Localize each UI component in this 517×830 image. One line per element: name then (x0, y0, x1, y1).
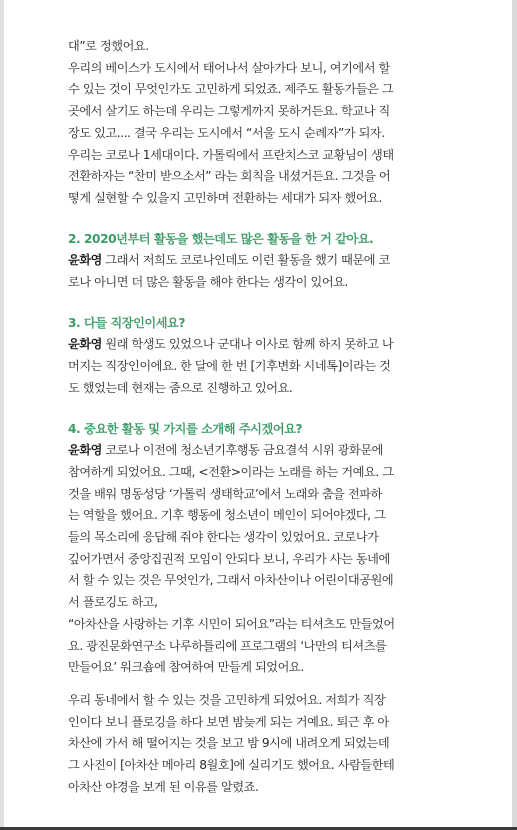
speaker-name: 윤화영 (68, 337, 102, 352)
section-spacer (68, 400, 450, 419)
page-left-edge (0, 0, 4, 830)
speaker-name: 윤화영 (68, 253, 102, 268)
document-page (68, 36, 450, 799)
speaker-name: 윤화영 (68, 443, 102, 458)
question-2-heading: 2. 2020년부터 활동을 했는데도 많은 활동을 한 거 같아요. (68, 231, 374, 246)
answer-4-text: 코로나 이전에 청소년기후행동 금요결석 시위 광화문에 참여하게 되었어요. 그때, <전환>이라는 노래를 하는 거예요. 그 것을 배워 명동성당 ‘가톨릭 생태학교’에서 노래와 춤을 전파하 는 역할을 했어요. 기후 행동에 청소년이 메인이 되어야겠다, 그 들의 목소리에 응답해 줘야 한다는 생각이 있었어요. 코로나가 깊어가면서 중앙집권적 모임이 안되다 보니, 우리가 사는 동네에 서 할 수 있는 것은 무엇인가, 그래서 아차산이나 어린이대공원에 서 플로깅도 하고, “아차산을 사랑하는 기후 시민이 되어요”라는 티셔츠도 만들었어 요. 광진문화연구소 나루하틀리에 프로그램의 ‘나만의 티셔츠를 만들어요’ 워크숍에 참여하여 만들게 되었어요. (68, 443, 395, 675)
intro-line: 대”로 정했어요. (68, 39, 149, 53)
page-right-edge (512, 0, 517, 830)
answer-4-followup: 우리 동네에서 할 수 있는 것을 고민하게 되었어요. 저희가 직장 인이다 보니 플로깅을 하다 보면 밤늦게 되는 거예요. 퇴근 후 아 차산에 가서 해 떨어지는 것을 보고 밤 9시에 내려오게 되었는데 그 사진이 [아차산 메아리 8월호]에 실리기도 했어요. 사람들한테 아차산 야경을 보게 된 이유를 알렸죠. (68, 692, 395, 794)
question-3-heading: 3. 다들 직장인이세요? (68, 315, 186, 330)
answer-2 (68, 250, 450, 293)
section-spacer (68, 294, 450, 313)
intro-paragraph: 우리의 베이스가 도시에서 태어나서 살아가다 보니, 여기에서 할 수 있는 것이 무엇인가도 고민하게 되었죠. 제주도 활동가들은 그 곳에서 살기도 하는데 우리는 그렇게까지 못하거든요. 학교나 직 장도 있고.... 결국 우리는 도시에서 “서울 도시 순례자”가 되자. 우리는 코로나 1세대이다. 가톨릭에서 프란치스코 교황님이 생태 전환하자는 “찬미 받으소서” 라는 회칙을 내셨거든요. 그것을 어 떻게 실현할 수 있을지 고민하며 전환하는 세대가 되자 했어요. (68, 60, 394, 205)
paragraph-spacer (68, 679, 450, 690)
answer-3-text: 원래 학생도 있었으나 군대나 이사로 함께 하지 못하고 나 머지는 직장인이에요. 한 달에 한 번 [기후변화 시네톡]이라는 것 도 했었는데 현재는 줌으로 진행하고 있어요. (68, 337, 394, 395)
question-4-heading: 4. 중요한 활동 및 가지를 소개해 주시겠어요? (68, 421, 303, 436)
section-spacer (68, 210, 450, 229)
answer-3 (68, 334, 450, 399)
answer-4 (68, 440, 450, 679)
answer-2-text: 그래서 저희도 코로나인데도 이런 활동을 했기 때문에 코 로나 아니면 더 많은 활동을 해야 한다는 생각이 있어요. (68, 253, 390, 290)
